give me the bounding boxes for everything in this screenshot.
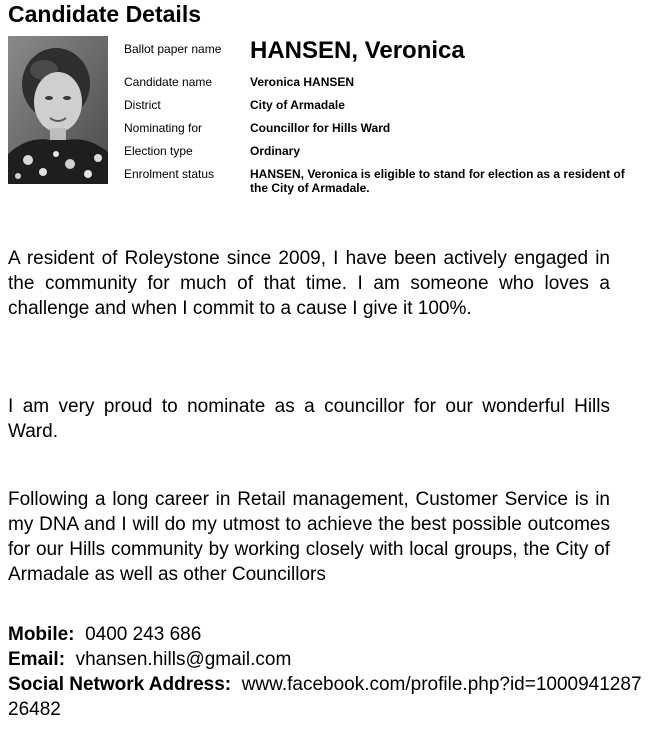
email-label: Email: <box>8 649 66 670</box>
election-type-value: Ordinary <box>250 144 301 158</box>
row-district <box>124 98 646 121</box>
row-nominating-for <box>124 121 646 144</box>
social-line <box>8 672 648 722</box>
mobile-value: 0400 243 686 <box>85 624 202 645</box>
candidate-details-table <box>124 36 646 195</box>
enrolment-status-value: HANSEN, Veronica is eligible to stand for election as a resident of the City of Armadale. <box>250 167 625 195</box>
email-value: vhansen.hills@gmail.com <box>75 649 292 670</box>
statement-paragraph-1: A resident of Roleystone since 2009, I have been actively engaged in the community for much of that time. I am someone who loves a challenge and when I commit to a cause I give it 100%. <box>8 248 610 319</box>
statement-paragraph-2: I am very proud to nominate as a councillor for our wonderful Hills Ward. <box>8 396 610 442</box>
candidate-name-label: Candidate name <box>124 75 213 89</box>
contact-details <box>8 622 648 722</box>
nominating-for-label: Nominating for <box>124 121 203 135</box>
row-candidate-name <box>124 75 646 98</box>
row-election-type <box>124 144 646 167</box>
district-label: District <box>124 98 161 112</box>
ballot-name-value: HANSEN, Veronica <box>250 37 465 64</box>
social-value: www.facebook.com/profile.php?id=100094128726482 <box>8 674 642 720</box>
nominating-for-value: Councillor for Hills Ward <box>250 121 391 135</box>
candidate-name-value: Veronica HANSEN <box>250 75 355 89</box>
mobile-label: Mobile: <box>8 624 75 645</box>
statement-paragraph-3: Following a long career in Retail management, Customer Service is in my DNA and I will do my utmost to achieve the best possible outcomes for our Hills community by working closely with local groups, the City of Armadale as well as other Councillors <box>8 489 610 585</box>
candidate-photo <box>8 36 108 184</box>
page-title: Candidate Details <box>8 1 201 27</box>
mobile-line <box>8 622 648 647</box>
ballot-name-label: Ballot paper name <box>124 42 222 56</box>
district-value: City of Armadale <box>250 98 345 112</box>
email-line <box>8 647 648 672</box>
enrolment-status-label: Enrolment status <box>124 167 215 181</box>
election-type-label: Election type <box>124 144 193 158</box>
row-ballot-name <box>124 36 646 75</box>
social-label: Social Network Address: <box>8 674 232 695</box>
